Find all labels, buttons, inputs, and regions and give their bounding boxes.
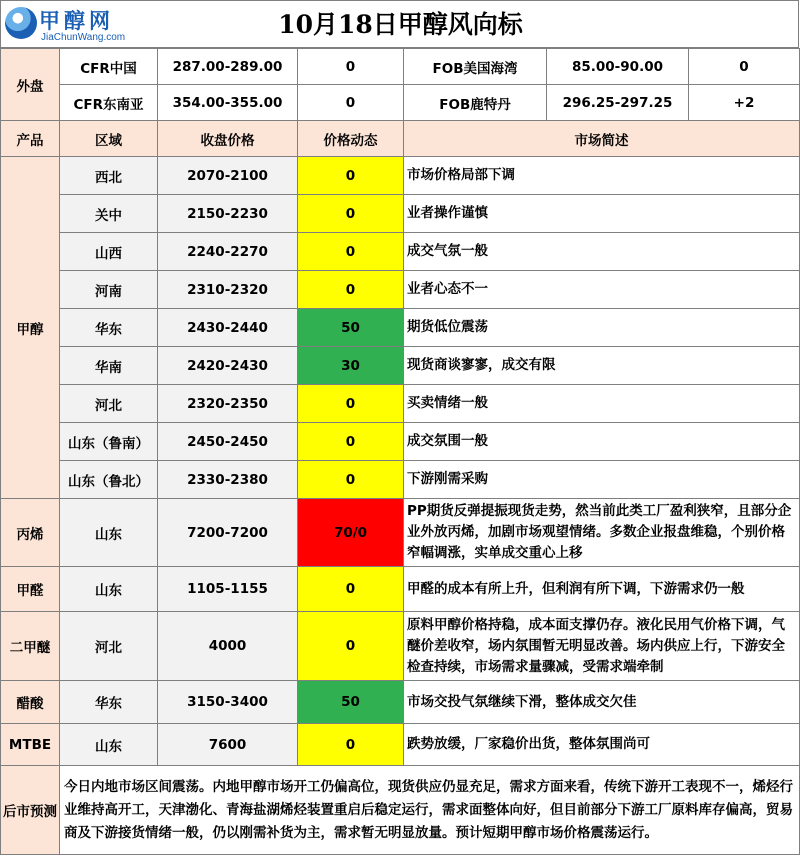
logo-chinese: 甲醇网 (39, 8, 114, 33)
column-header-summary: 市场简述 (404, 121, 800, 157)
external-market: FOB鹿特丹 (404, 85, 547, 121)
column-header-region: 区域 (60, 121, 158, 157)
table-row (1, 385, 800, 423)
summary-cell: 甲醛的成本有所上升，但利润有所下调，下游需求仍一般 (404, 567, 800, 612)
table-row (1, 309, 800, 347)
price-cell: 2430-2440 (158, 309, 298, 347)
page-title: 10月18日甲醇风向标 (278, 10, 523, 39)
title-bar (0, 0, 799, 48)
price-cell: 2240-2270 (158, 233, 298, 271)
table-row (1, 423, 800, 461)
logo-english: JiaChunWang.com (41, 32, 126, 43)
change-cell: 0 (298, 567, 404, 612)
column-header-row (1, 121, 800, 157)
external-row (1, 85, 800, 121)
summary-cell: PP期货反弹提振现货走势，然当前此类工厂盈利狭窄，且部分企业外放丙烯，加剧市场观望情绪。多数企业报盘维稳，个别价格窄幅调涨，实单成交重心上移 (404, 499, 800, 567)
table-row (1, 157, 800, 195)
table-row (1, 461, 800, 499)
price-cell: 2150-2230 (158, 195, 298, 233)
summary-cell: 成交气氛一般 (404, 233, 800, 271)
column-header-change: 价格动态 (298, 121, 404, 157)
change-cell: 50 (298, 681, 404, 724)
column-header-product: 产品 (1, 121, 60, 157)
product-acetic-acid: 醋酸 (1, 681, 60, 724)
summary-cell: 成交氛围一般 (404, 423, 800, 461)
region-cell: 山东 (60, 567, 158, 612)
summary-cell: 业者心态不一 (404, 271, 800, 309)
product-propylene: 丙烯 (1, 499, 60, 567)
table-row (1, 681, 800, 724)
price-cell: 2450-2450 (158, 423, 298, 461)
forecast-row (1, 766, 800, 855)
region-cell: 河南 (60, 271, 158, 309)
summary-cell: 业者操作谨慎 (404, 195, 800, 233)
external-market: CFR东南亚 (60, 85, 158, 121)
product-dme: 二甲醚 (1, 612, 60, 681)
price-cell: 3150-3400 (158, 681, 298, 724)
external-change: 0 (298, 85, 404, 121)
external-market: CFR中国 (60, 49, 158, 85)
table-row (1, 233, 800, 271)
summary-cell: 期货低位震荡 (404, 309, 800, 347)
price-table (0, 48, 800, 855)
region-cell: 山东 (60, 499, 158, 567)
change-cell: 0 (298, 423, 404, 461)
region-cell: 华南 (60, 347, 158, 385)
change-cell: 0 (298, 612, 404, 681)
summary-cell: 市场交投气氛继续下滑，整体成交欠佳 (404, 681, 800, 724)
product-mtbe: MTBE (1, 724, 60, 766)
change-cell: 0 (298, 724, 404, 766)
external-label: 外盘 (1, 49, 60, 121)
external-price: 354.00-355.00 (158, 85, 298, 121)
table-row (1, 347, 800, 385)
product-methanol: 甲醇 (1, 157, 60, 499)
column-header-price: 收盘价格 (158, 121, 298, 157)
forecast-label: 后市预测 (1, 766, 60, 855)
region-cell: 河北 (60, 385, 158, 423)
region-cell: 华东 (60, 681, 158, 724)
table-row (1, 499, 800, 567)
external-price: 85.00-90.00 (547, 49, 689, 85)
external-change: 0 (689, 49, 800, 85)
change-cell: 70/0 (298, 499, 404, 567)
change-cell: 30 (298, 347, 404, 385)
external-price: 296.25-297.25 (547, 85, 689, 121)
change-cell: 0 (298, 195, 404, 233)
summary-cell: 现货商谈寥寥，成交有限 (404, 347, 800, 385)
region-cell: 河北 (60, 612, 158, 681)
change-cell: 0 (298, 157, 404, 195)
price-cell: 2310-2320 (158, 271, 298, 309)
price-cell: 7600 (158, 724, 298, 766)
summary-cell: 原料甲醇价格持稳，成本面支撑仍存。液化民用气价格下调，气醚价差收窄，场内氛围暂无明显改善。场内供应上行，下游安全检查持续，市场需求量骤减，受需求端牵制 (404, 612, 800, 681)
price-cell: 2070-2100 (158, 157, 298, 195)
change-cell: 0 (298, 271, 404, 309)
price-cell: 7200-7200 (158, 499, 298, 567)
external-row (1, 49, 800, 85)
change-cell: 0 (298, 233, 404, 271)
price-cell: 2320-2350 (158, 385, 298, 423)
product-formaldehyde: 甲醛 (1, 567, 60, 612)
region-cell: 西北 (60, 157, 158, 195)
external-change: 0 (298, 49, 404, 85)
region-cell: 山西 (60, 233, 158, 271)
external-market: FOB美国海湾 (404, 49, 547, 85)
price-cell: 2420-2430 (158, 347, 298, 385)
external-price: 287.00-289.00 (158, 49, 298, 85)
region-cell: 华东 (60, 309, 158, 347)
summary-cell: 买卖情绪一般 (404, 385, 800, 423)
table-row (1, 271, 800, 309)
table-row (1, 724, 800, 766)
summary-cell: 下游刚需采购 (404, 461, 800, 499)
price-cell: 1105-1155 (158, 567, 298, 612)
region-cell: 山东（鲁南） (60, 423, 158, 461)
table-row (1, 195, 800, 233)
summary-cell: 跌势放缓，厂家稳价出货，整体氛围尚可 (404, 724, 800, 766)
change-cell: 0 (298, 385, 404, 423)
table-row (1, 612, 800, 681)
region-cell: 山东 (60, 724, 158, 766)
region-cell: 关中 (60, 195, 158, 233)
region-cell: 山东（鲁北） (60, 461, 158, 499)
change-cell: 0 (298, 461, 404, 499)
table-row (1, 567, 800, 612)
price-cell: 4000 (158, 612, 298, 681)
external-change: +2 (689, 85, 800, 121)
forecast-text: 今日内地市场区间震荡。内地甲醇市场开工仍偏高位，现货供应仍显充足，需求方面来看，传统下游开工表现不一，烯烃行业维持高开工，天津渤化、青海盐湖烯烃装置重启后稳定运行，需求面整体向好，但目前部分下游工厂原料库存偏高，贸易商及下游接货情绪一般，仍以刚需补货为主，需求暂无明显放量。预计短期甲醇市场价格震荡运行。 (60, 766, 800, 855)
summary-cell: 市场价格局部下调 (404, 157, 800, 195)
change-cell: 50 (298, 309, 404, 347)
price-cell: 2330-2380 (158, 461, 298, 499)
